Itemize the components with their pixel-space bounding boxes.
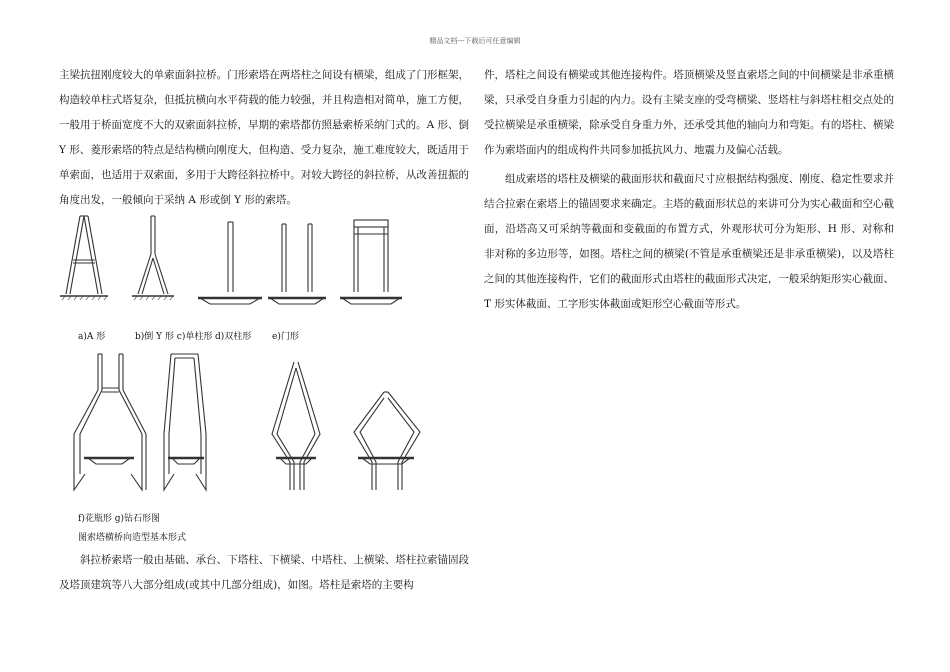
label-b-c: b)倒 Y 形 c)单柱形: [135, 332, 213, 342]
tower-portal-frame: [340, 220, 402, 304]
left-column-paragraph-2: [59, 548, 469, 598]
tower-vase-shape-2: [164, 354, 206, 490]
left-para-1: 主梁抗扭刚度较大的单索面斜拉桥。门形索塔在两塔柱之间设有横梁，组成了门形框架，构造较单柱式塔复杂，但抵抗横向水平荷载的能力较强，并且构造相对简单，施工方便，一般用于桥面宽度不大的双索面斜拉桥，早期的索塔都仿照悬索桥采纳门式的。A 形、倒 Y 形、菱形索塔的特点是结构横向刚度大，但构造、受力复杂，施工难度较大，既适用于单索面，也适用于双索面，多用于大跨径斜拉桥中。对较大跨径的斜拉桥，从改善扭振的角度出发，一般倾向于采纳 A 形或倒 Y 形的索塔。: [59, 69, 469, 206]
label-a: a)A 形: [78, 332, 106, 342]
tower-a-shape: [60, 216, 108, 300]
page-header: 精品文档---下载后可任意编辑: [429, 37, 521, 45]
tower-single-column: [198, 222, 262, 304]
tower-diamond-shape-2: [354, 392, 420, 490]
tower-vase-shape-1: [74, 354, 146, 490]
tower-double-column: [268, 224, 326, 304]
right-column: [484, 63, 894, 317]
left-column-paragraph-1: [59, 63, 469, 213]
label-e: e)门形: [272, 332, 299, 342]
tower-forms-figure: [60, 212, 460, 512]
figure-caption: 图索塔横桥向造型基本形式: [78, 533, 187, 543]
tower-diamond-shape-1: [272, 362, 320, 490]
left-para-2: 斜拉桥索塔一般由基础、承台、下塔柱、下横梁、中塔柱、上横梁、塔柱拉索锚固段及塔顶建筑等八大部分组成(或其中几部分组成)，如图。塔柱是索塔的主要构: [59, 554, 469, 591]
label-d: d)双柱形: [215, 332, 252, 342]
right-para-2: 组成索塔的塔柱及横梁的截面形状和截面尺寸应根据结构强度、刚度、稳定性要求并结合拉索在索塔上的锚固要求来确定。主塔的截面形状总的来讲可分为实心截面和空心截面，沿塔高又可采纳等截面和变截面的布置方式，外观形状可分为矩形、H 形、对称和非对称的多边形等，如图。塔柱之间的横梁(不管是承重横梁还是非承重横梁)，以及塔柱之间的其他连接构件，它们的截面形式由塔柱的截面形式决定，一般采纳矩形实心截面、T 形实体截面、工字形实体截面或矩形空心截面等形式。: [484, 173, 894, 310]
label-f-g: f)花瓶形 g)钻石形图: [78, 514, 160, 524]
right-para-1: 件，塔柱之间设有横梁或其他连接构件。塔顶横梁及竖直索塔之间的中间横梁是非承重横梁，只承受自身重力引起的内力。设有主梁支座的受弯横梁、竖塔柱与斜塔柱相交点处的受拉横梁是承重横梁，除承受自身重力外，还承受其他的轴向力和弯矩。有的塔柱、横梁作为索塔面内的组成构件共同参加抵抗风力、地震力及偏心活载。: [484, 69, 894, 156]
tower-inverted-y: [132, 216, 174, 300]
